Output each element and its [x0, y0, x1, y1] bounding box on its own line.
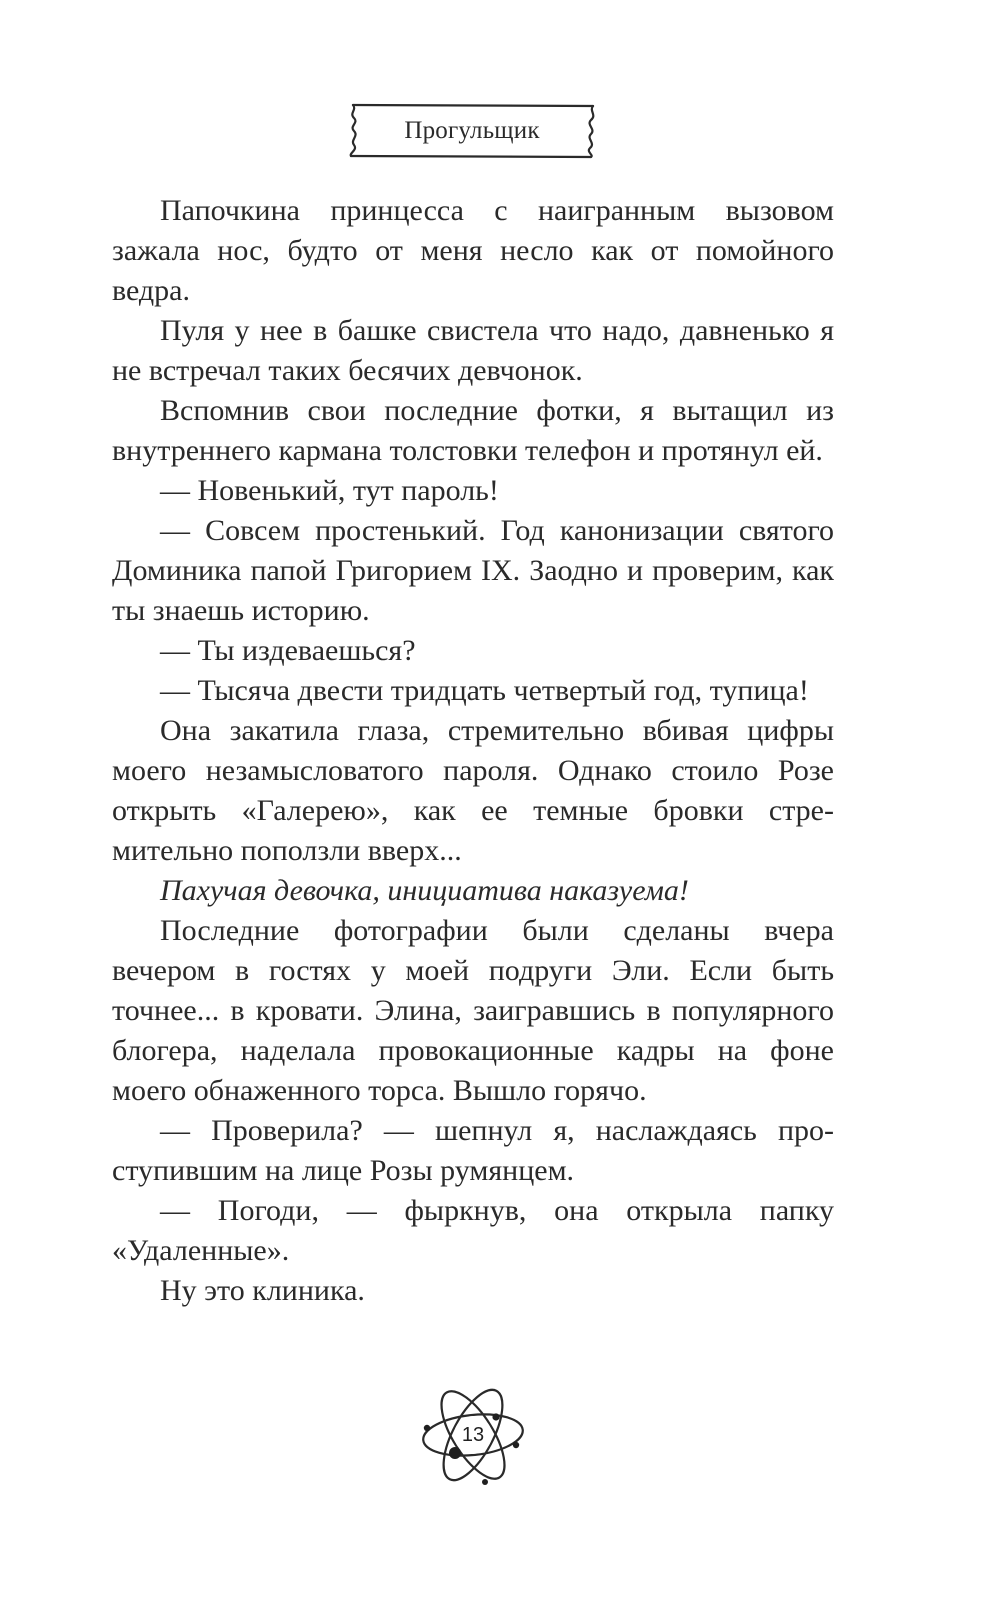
paragraph: Пуля у нее в башке свистела что надо, давненько я не встречал таких бесячих девчонок. — [112, 314, 834, 387]
page-body — [112, 191, 834, 1311]
dialogue-line: — Новенький, тут пароль! — [160, 474, 499, 507]
dialogue-line: — Тысяча двести тридцать четвертый год, тупица! — [160, 674, 809, 707]
dialogue-line: — Совсем простенький. Год канонизации святого Доминика папой Григорием IX. Заодно и проверим, как ты знаешь историю. — [112, 514, 834, 627]
italic-thought: Пахучая девочка, инициатива наказуема! — [160, 874, 689, 907]
dialogue-line: — Погоди, — фыркнув, она открыла папку «Удаленные». — [112, 1194, 834, 1267]
paragraph: Последние фотографии были сделаны вчера вечером в гостях у моей подруги Эли. Если быть точнее... в кровати. Элина, заигравшись в популярного блогера, наделала провокационные кадры на фоне моего обнаженного торса. Вышло горячо. — [112, 914, 834, 1107]
paragraph: Она закатила глаза, стремительно вбивая цифры моего незамысловатого пароля. Однако стоило Розе открыть «Галерею», как ее темные бровки стремительно поползли вверх... — [112, 714, 834, 867]
paragraph: Ну это клиника. — [160, 1274, 365, 1307]
dialogue-line: — Проверила? — шепнул я, наслаждаясь проступившим на лице Розы румянцем. — [112, 1114, 834, 1187]
dialogue-line: — Ты издеваешься? — [160, 634, 416, 667]
paragraph: Вспомнив свои последние фотки, я вытащил из внутреннего кармана толстовки телефон и протянул ей. — [112, 394, 834, 467]
paragraph: Папочкина принцесса с наигранным вызовом зажала нос, будто от меня несло как от помойного ведра. — [112, 194, 834, 307]
running-header — [347, 100, 597, 162]
page-number: 13 — [461, 1424, 485, 1446]
running-header-title: Прогульщик — [404, 117, 540, 144]
page-number-emblem — [418, 1378, 528, 1493]
